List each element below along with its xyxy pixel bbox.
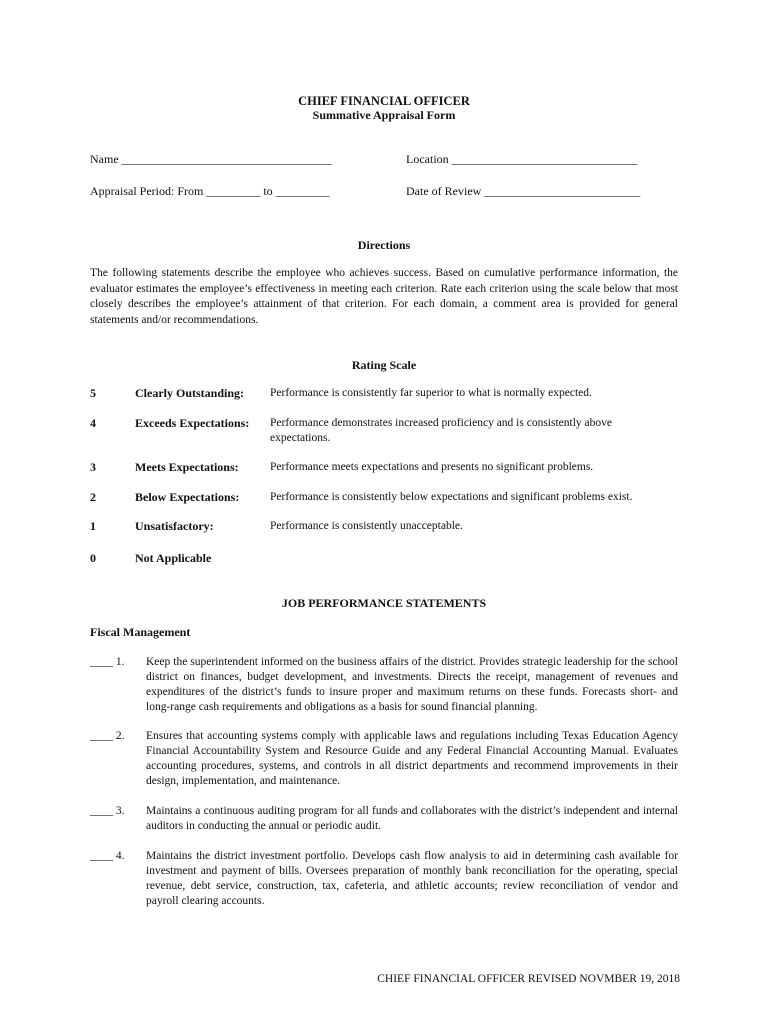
rating-description: Performance is consistently below expectations and significant problems exist. [270,491,633,503]
rating-label: Unsatisfactory: [135,519,214,533]
rating-label: Clearly Outstanding: [135,386,245,400]
rating-blank[interactable]: ____ 4. [90,850,125,862]
rating-score: 1 [90,519,96,533]
rating-score: 2 [90,490,96,504]
statement-text: Maintains the district investment portfolio. Develops cash flow analysis to aid in determining cash available for investment and payment of bills. Oversees preparation of monthly bank reconciliation for the operating, special revenue, debt service, construction, tax, cafeteria, and athletic accounts; review reconciliation of vendor and payroll clearing accounts. [146,850,678,907]
page-subtitle: Summative Appraisal Form [312,108,456,122]
date-of-review-field[interactable]: Date of Review __________________________ [406,184,641,198]
statement-text: Maintains a continuous auditing program for all funds and collaborates with the district’s independent and internal auditors in conducting the annual or periodic audit. [146,805,678,832]
rating-score: 3 [90,460,96,474]
rating-label: Not Applicable [135,551,212,565]
page-footer: CHIEF FINANCIAL OFFICER REVISED NOVMBER 19, 2018 [377,973,680,985]
job-performance-heading: JOB PERFORMANCE STATEMENTS [281,596,487,610]
rating-description: Performance demonstrates increased proficiency and is consistently above expectations. [270,417,613,444]
page-title: CHIEF FINANCIAL OFFICER [298,94,470,108]
rating-score: 5 [90,386,96,400]
appraisal-period-field[interactable]: Appraisal Period: From _________ to _________ [90,184,330,198]
name-field[interactable]: Name ___________________________________ [90,152,332,166]
rating-description: Performance meets expectations and presents no significant problems. [270,461,594,473]
statement-text: Ensures that accounting systems comply with applicable laws and regulations including Texas Education Agency Financial Accountability System and Resource Guide and any Federal Financial Accounting Manual. Evaluates accounting procedures, systems, and controls in all district departments and recommend improvements in their design, implementation, and maintenance. [146,730,678,787]
rating-label: Below Expectations: [135,490,240,504]
rating-score: 4 [90,416,96,430]
rating-score: 0 [90,551,96,565]
rating-blank[interactable]: ____ 1. [90,656,125,668]
directions-heading: Directions [357,238,411,252]
rating-blank[interactable]: ____ 2. [90,730,125,742]
rating-scale-heading: Rating Scale [351,358,417,372]
directions-text: The following statements describe the employee who achieves success. Based on cumulative performance information, the evaluator estimates the employee’s effectiveness in meeting each criterion. Rate each criterion using the scale below that most closely describes the employee’s attainment of that criterion. For each domain, a comment area is provided for general statements and/or recommendations. [90,267,678,326]
location-field[interactable]: Location _______________________________ [406,152,638,166]
rating-label: Exceeds Expectations: [135,416,250,430]
rating-label: Meets Expectations: [135,460,239,474]
section-heading: Fiscal Management [90,625,191,639]
rating-description: Performance is consistently unacceptable. [270,520,463,532]
statement-text: Keep the superintendent informed on the business affairs of the district. Provides strategic leadership for the school district on finances, budget development, and investments. Directs the receipt, management of revenues and expenditures of the district’s funds to insure proper and maximum returns on these funds. Forecasts short- and long-range cash requirements and obligations as a basis for sound financial planning. [146,656,678,713]
rating-description: Performance is consistently far superior to what is normally expected. [270,387,592,399]
rating-blank[interactable]: ____ 3. [90,805,125,817]
